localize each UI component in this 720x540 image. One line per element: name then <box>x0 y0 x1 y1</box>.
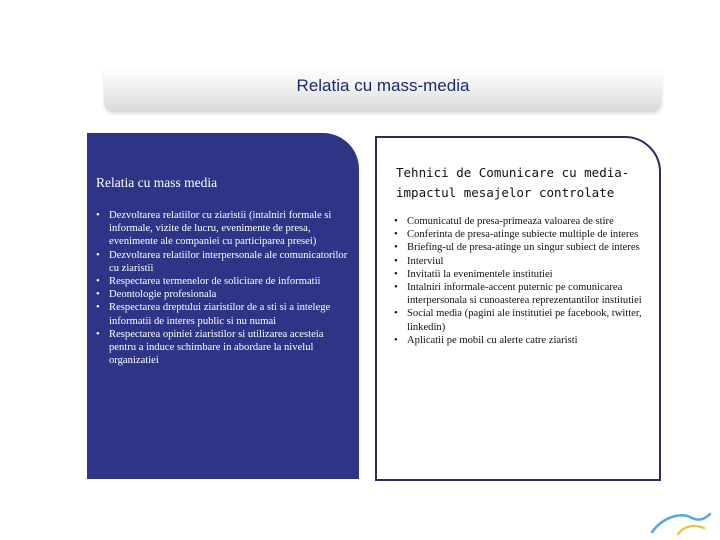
bullet-icon: • <box>96 276 100 288</box>
list-item-text: Dezvoltarea relatiilor cu ziaristii (intalniri formale si informale, vizite de lucru, evenimente de presa, evenimente ale companiei cu participarea presei) <box>109 210 332 248</box>
bullet-icon: • <box>96 302 100 314</box>
list-item-text: Comunicatul de presa-primeaza valoarea de stire <box>407 216 614 227</box>
bullet-icon: • <box>394 308 398 320</box>
list-item-text: Social media (pagini ale institutiei pe facebook, twitter, linkedin) <box>407 308 642 333</box>
bullet-icon: • <box>394 216 398 227</box>
list-item-text: Conferinta de presa-atinge subiecte multiple de interes <box>407 229 639 241</box>
bullet-icon: • <box>96 289 100 301</box>
list-item <box>96 275 350 288</box>
list-item-text: Deontologie profesionala <box>109 289 217 301</box>
list-item <box>394 215 646 228</box>
list-item-text: Dezvoltarea relatiilor interpersonale ale comunicatorilor cu ziaristii <box>109 249 348 274</box>
list-item-text: Respectarea termenelor de solicitare de informatii <box>109 276 321 288</box>
bullet-icon: • <box>394 242 398 254</box>
list-item <box>394 307 646 333</box>
list-item <box>394 268 646 281</box>
list-item <box>394 241 646 254</box>
list-item-text: Respectarea dreptului ziaristilor de a sti si a intelege informatii de interes public si nu numai <box>109 302 331 327</box>
bullet-icon: • <box>96 249 100 261</box>
list-item-text: Aplicatii pe mobil cu alerte catre ziaristi <box>407 334 578 346</box>
list-item <box>96 328 350 368</box>
list-item-text: Respectarea opiniei ziaristilor si utilizarea acesteia pentru a induce schimbare in abordare la nivelul organizatiei <box>109 328 324 367</box>
list-item <box>96 301 350 327</box>
list-item-text: Briefing-ul de presa-atinge un singur subiect de interes <box>407 242 640 254</box>
bullet-icon: • <box>394 268 398 280</box>
bullet-icon: • <box>394 282 398 294</box>
left-bullet-list <box>96 209 350 367</box>
list-item-text: Invitatii la evenimentele institutiei <box>407 268 553 280</box>
list-item <box>394 281 646 307</box>
list-item-text: Interviul <box>407 255 444 267</box>
right-bullet-list <box>394 215 646 347</box>
list-item <box>96 288 350 301</box>
list-item <box>96 209 350 249</box>
right-panel <box>375 136 661 481</box>
list-item-text: Intalniri informale-accent puternic pe comunicarea interpersonala si cunoasterea reprezentantilor institutiei <box>407 282 642 307</box>
slide-title: Relatia cu mass-media <box>296 76 470 95</box>
bullet-icon: • <box>96 328 100 340</box>
list-item <box>394 334 646 347</box>
right-panel-heading: Tehnici de Comunicare cu media-impactul mesajelor controlate <box>396 165 630 200</box>
list-item <box>394 228 646 241</box>
bullet-icon: • <box>394 334 398 346</box>
list-item <box>96 249 350 275</box>
bullet-icon: • <box>394 229 398 241</box>
left-panel-heading: Relatia cu mass media <box>96 175 218 190</box>
list-item <box>394 255 646 268</box>
footer-logo-icon <box>634 510 714 536</box>
bullet-icon: • <box>394 255 398 267</box>
left-panel <box>87 133 359 479</box>
bullet-icon: • <box>96 210 100 221</box>
